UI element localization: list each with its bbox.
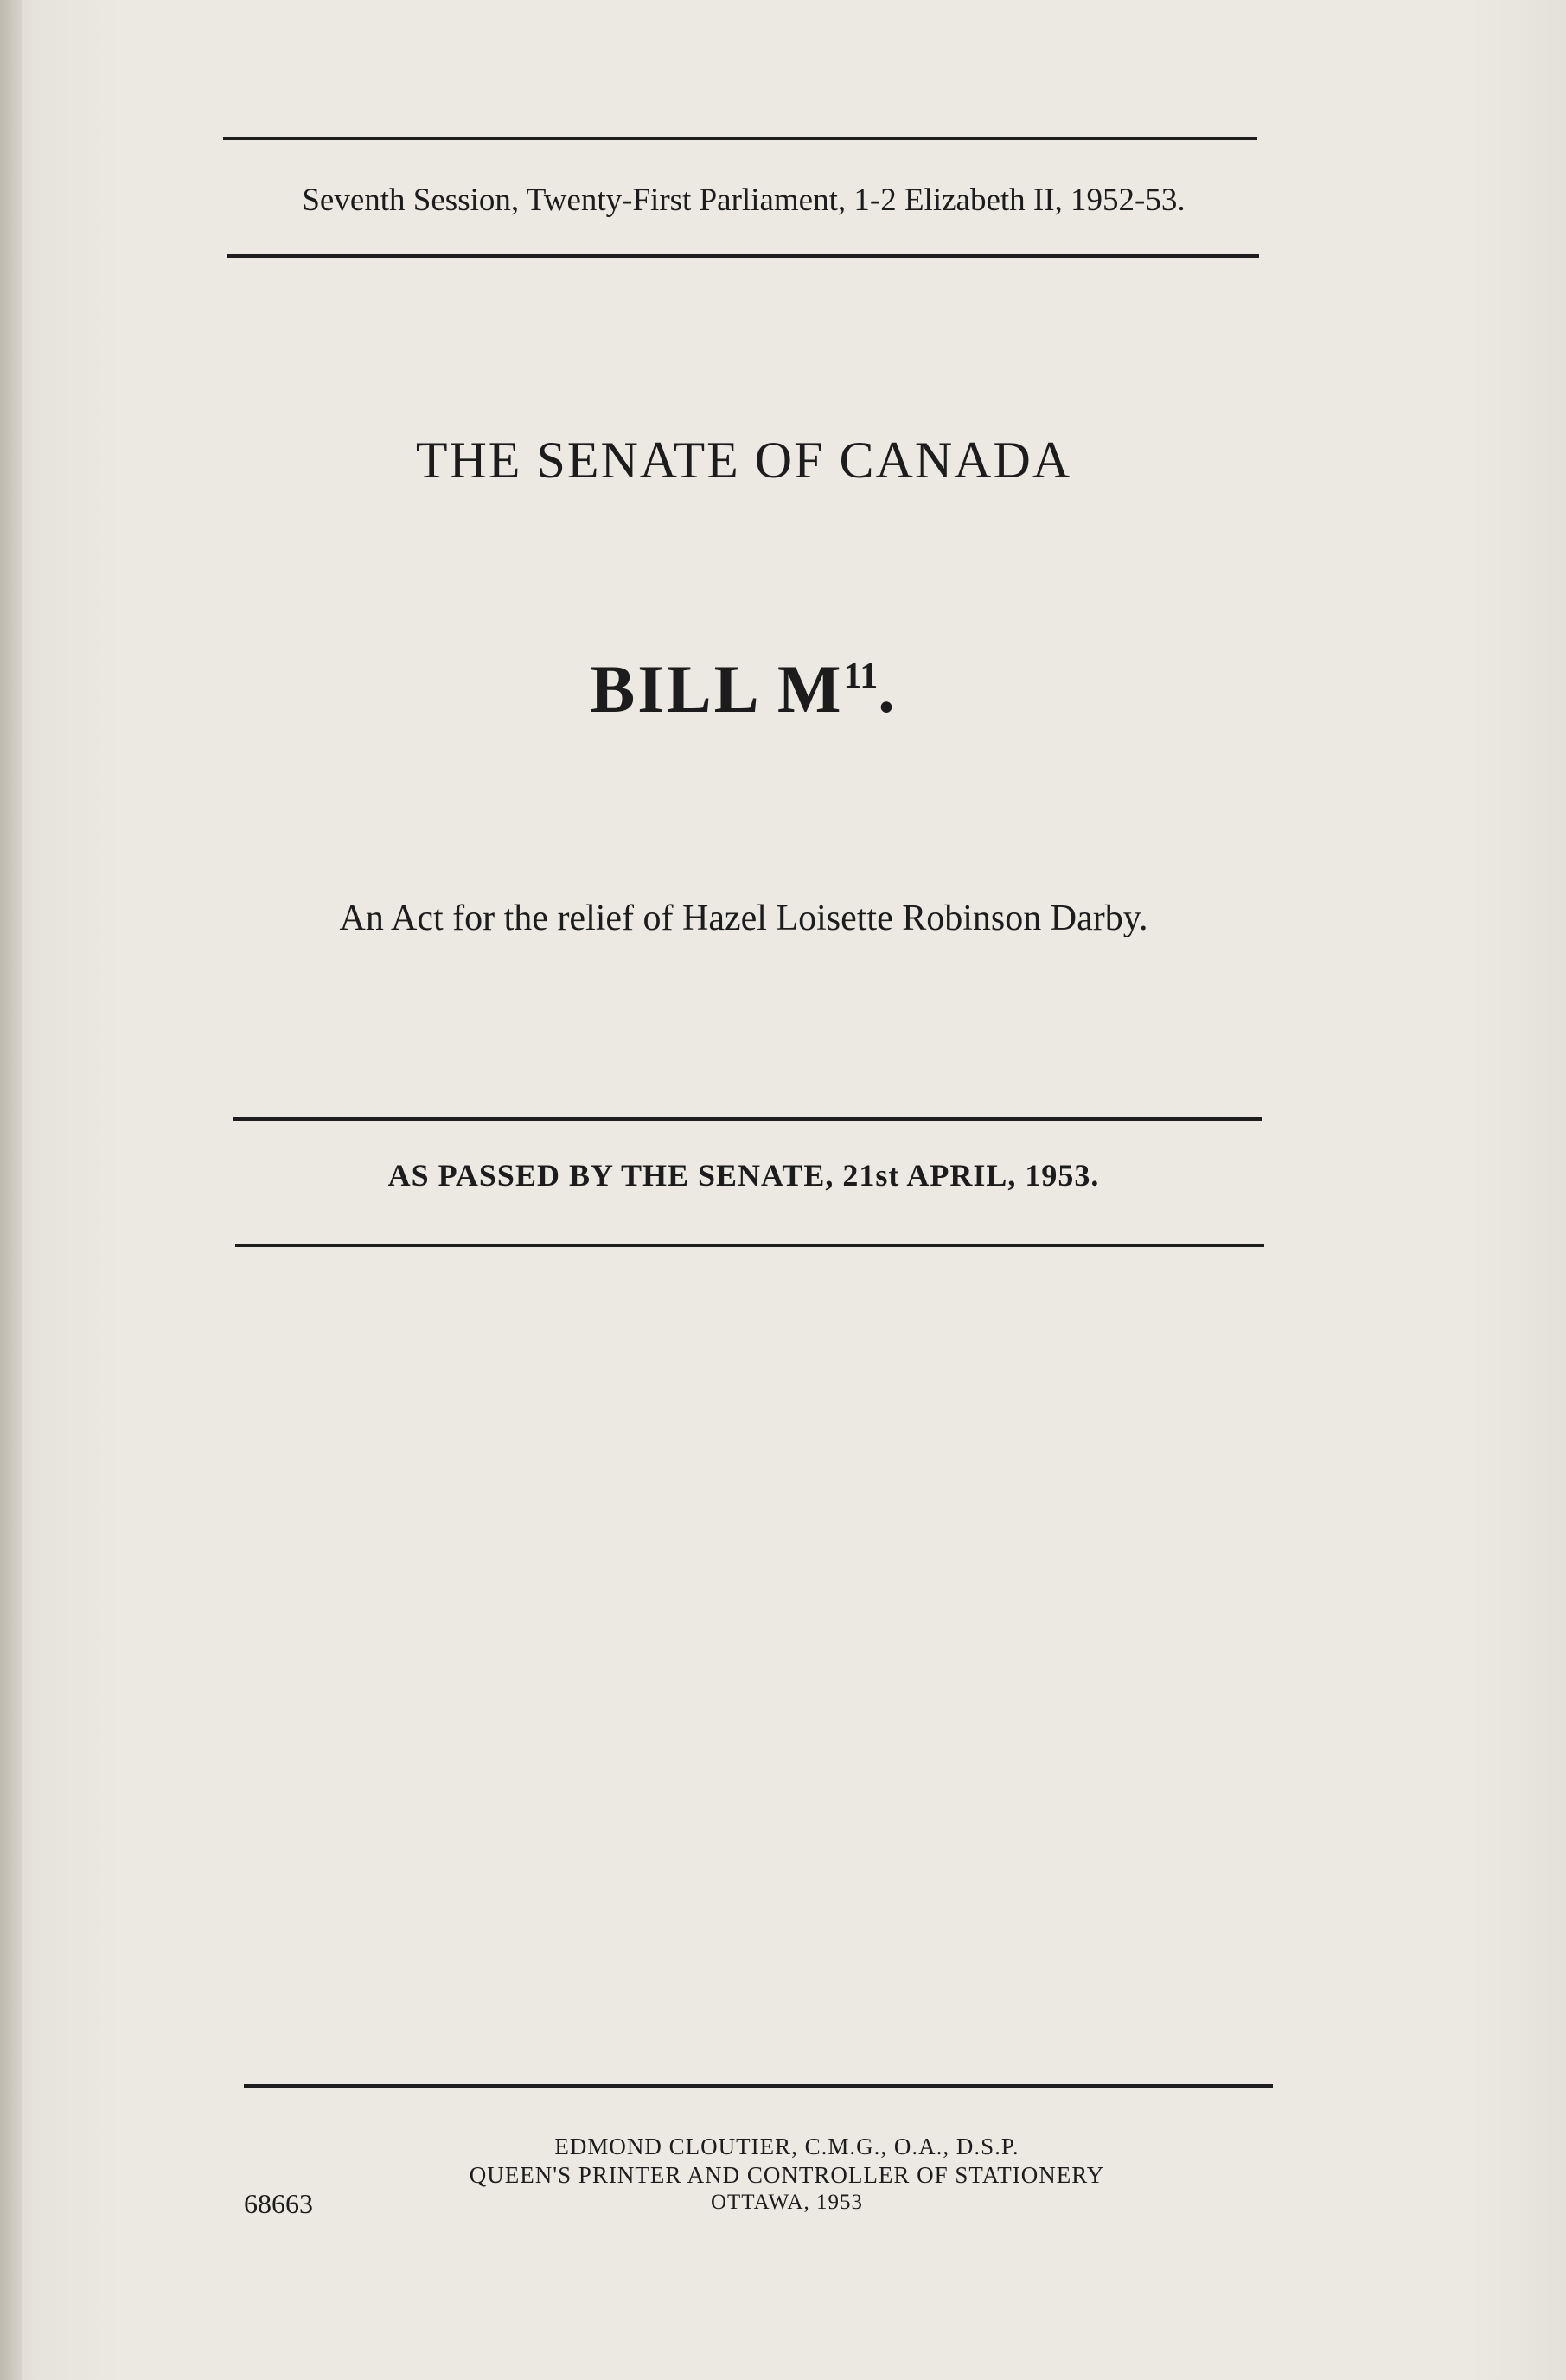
bill-suffix: . (878, 651, 898, 726)
bill-number-superscript: 11 (843, 656, 879, 696)
printer-place-year: OTTAWA, 1953 (710, 2191, 864, 2214)
act-description: An Act for the relief of Hazel Loisette Robinson Darby. (339, 899, 1148, 938)
print-number: 68663 (244, 2188, 313, 2219)
printer-title: QUEEN'S PRINTER AND CONTROLLER OF STATIONERY (469, 2162, 1105, 2188)
passed-statement: AS PASSED BY THE SENATE, 21st APRIL, 1953. (387, 1158, 1100, 1193)
passed-bottom-rule (235, 1244, 1264, 1247)
session-line: Seventh Session, Twenty-First Parliament, 1-2 Elizabeth II, 1952-53. (302, 182, 1186, 218)
printer-name: EDMOND CLOUTIER, C.M.G., O.A., D.S.P. (554, 2134, 1019, 2159)
top-rule (223, 137, 1257, 140)
senate-heading: THE SENATE OF CANADA (415, 432, 1072, 489)
session-rule (227, 254, 1259, 258)
binding-edge (0, 0, 22, 2380)
passed-top-rule (233, 1117, 1262, 1121)
bill-label: BILL M (590, 651, 844, 726)
bill-title (225, 650, 1262, 728)
imprint-rule (244, 2084, 1273, 2088)
